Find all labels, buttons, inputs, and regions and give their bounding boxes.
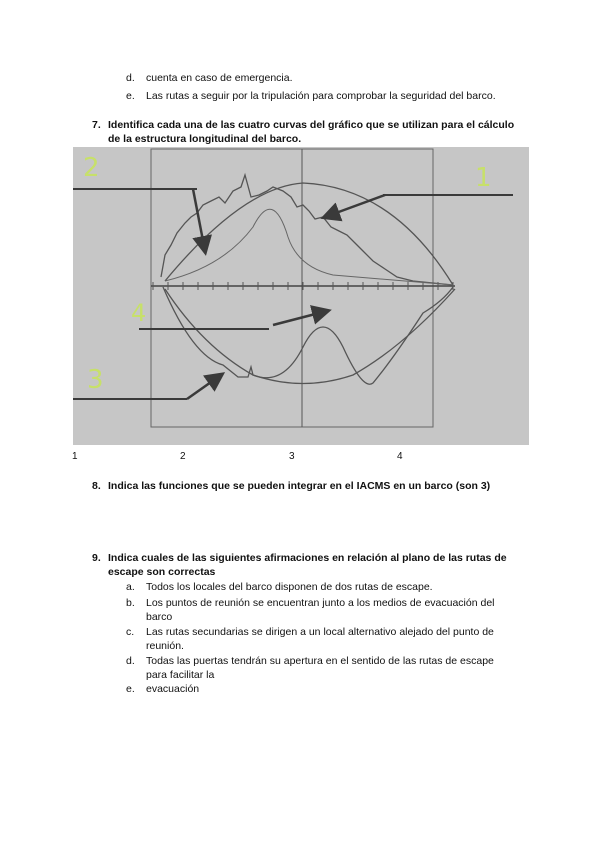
shear-curve [163, 287, 453, 384]
baseline-ticks [153, 282, 453, 290]
handwritten-label-1: 1 [475, 163, 492, 193]
option-text-line1: Las rutas secundarias se dirigen a un local alternativo alejado del punto de [146, 626, 494, 638]
load-curve [165, 209, 453, 285]
q9-option-c [126, 625, 546, 655]
question-text: Identifica cada una de las cuatro curvas del gráfico que se utilizan para el cálculo de la estructura longitudinal del barco. [108, 119, 515, 145]
option-text-line1: Todas las puertas tendrán su apertura en el sentido de las rutas de escape [146, 655, 494, 667]
question-text: Indica las funciones que se pueden integrar en el IACMS en un barco (son 3) [108, 480, 491, 492]
option-letter: b. [126, 597, 135, 609]
arrow-3 [187, 375, 221, 399]
q9-option-b [126, 596, 546, 626]
intro-item-text: Las rutas a seguir por la tripulación para comprobar la seguridad del barco. [146, 90, 496, 102]
option-letter: d. [126, 655, 135, 667]
option-text-line2: reunión. [146, 640, 184, 652]
axis-number-2: 2 [180, 451, 186, 462]
option-text-line2: barco [146, 611, 173, 623]
q9-option-d [126, 654, 546, 684]
arrow-4 [273, 311, 327, 325]
handwritten-label-3: 3 [87, 365, 104, 395]
question-number: 7. [92, 119, 101, 131]
option-text-line1: Los puntos de reunión se encuentran junto a los medios de evacuación del [146, 597, 495, 609]
question-number: 9. [92, 552, 101, 564]
arrow-1 [325, 195, 385, 217]
option-letter: c. [126, 626, 135, 638]
question-text: Indica cuales de las siguientes afirmaciones en relación al plano de las rutas de escape son correctas [108, 552, 507, 578]
arrow-2 [193, 189, 205, 251]
option-letter: a. [126, 581, 135, 593]
option-text-line2: para facilitar la [146, 669, 215, 681]
axis-number-3: 3 [289, 451, 295, 462]
intro-item-letter: d. [126, 72, 135, 84]
buoyancy-curve [165, 183, 453, 285]
graph-drawing [73, 147, 529, 445]
handwritten-label-4: 4 [131, 299, 147, 327]
axis-number-4: 4 [397, 451, 403, 462]
intro-item-letter: e. [126, 90, 135, 102]
handwritten-label-2: 2 [83, 153, 100, 183]
question-number: 8. [92, 480, 101, 492]
ship-strength-graph-photo [73, 147, 529, 445]
option-text: evacuación [146, 683, 200, 695]
option-text: Todos los locales del barco disponen de dos rutas de escape. [146, 581, 433, 593]
axis-number-1: 1 [72, 451, 78, 462]
option-letter: e. [126, 683, 135, 695]
intro-item-text: cuenta en caso de emergencia. [146, 72, 293, 84]
